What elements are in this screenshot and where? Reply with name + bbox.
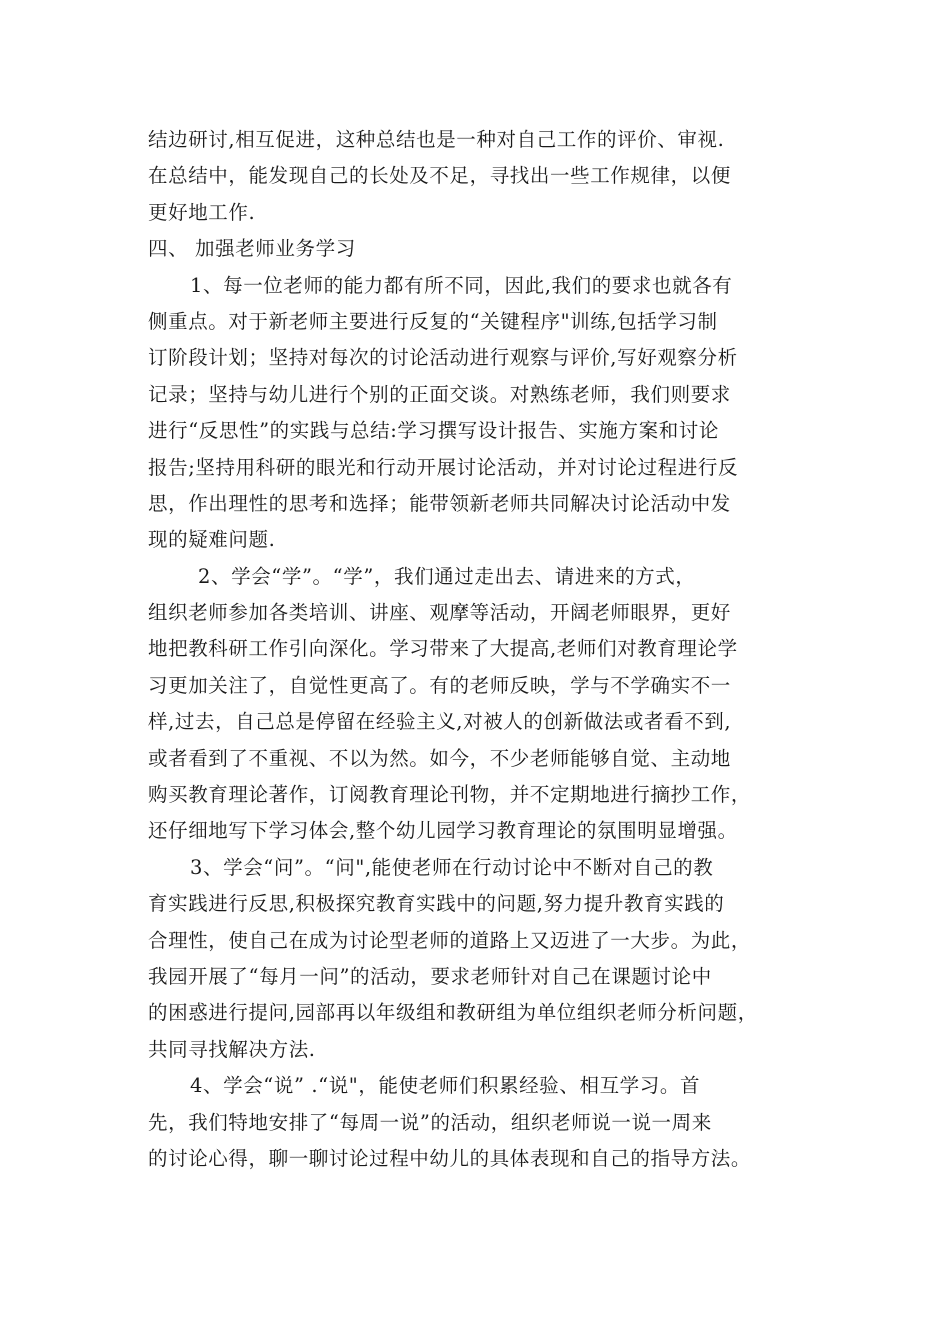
text-line: 组织老师参加各类培训、讲座、观摩等活动，开阔老师眼界，更好 [148,601,731,625]
text-line: 先，我们特地安排了“每周一说”的活动，组织老师说一说一周来 [148,1110,712,1134]
text-line: 共同寻找解决方法. [148,1037,316,1061]
text-line: 4、学会“说” .“说"，能使老师们积累经验、相互学习。首 [190,1074,701,1098]
text-line: 进行“反思性”的实践与总结:学习撰写设计报告、实施方案和讨论 [148,419,720,443]
text-line: 报告;坚持用科研的眼光和行动开展讨论活动，并对讨论过程进行反 [148,455,739,479]
text-line: 习更加关注了，自觉性更高了。有的老师反映，学与不学确实不一 [148,673,731,697]
text-line: 记录；坚持与幼儿进行个别的正面交谈。对熟练老师，我们则要求 [148,382,731,406]
section-heading: 四、 加强老师业务学习 [148,237,356,261]
text-line: 在总结中，能发现自己的长处及不足，寻找出一些工作规律，以便 [148,164,731,188]
text-line: 我园开展了“每月一问”的活动，要求老师针对自己在课题讨论中 [148,964,712,988]
text-line: 育实践进行反思,积极探究教育实践中的问题,努力提升教育实践的 [148,892,725,916]
text-line: 的困惑进行提问,园部再以年级组和教研组为单位组织老师分析问题， [148,1001,758,1025]
text-line: 更好地工作. [148,200,256,224]
text-line: 地把教科研工作引向深化。学习带来了大提高,老师们对教育理论学 [148,637,738,661]
text-line: 思，作出理性的思考和选择；能带领新老师共同解决讨论活动中发 [148,491,731,515]
text-line: 3、学会“问”。“问",能使老师在行动讨论中不断对自己的教 [190,855,714,879]
text-line: 的讨论心得，聊一聊讨论过程中幼儿的具体表现和自己的指导方法。 [148,1146,752,1170]
text-line: 订阶段计划；坚持对每次的讨论活动进行观察与评价,写好观察分析 [148,346,738,370]
text-line: 1、每一位老师的能力都有所不同，因此,我们的要求也就各有 [190,273,733,297]
text-line: 2、学会“学”。“学”，我们通过走出去、请进来的方式， [198,564,696,588]
text-line: 现的疑难问题. [148,528,276,552]
text-line: 购买教育理论著作，订阅教育理论刊物，并不定期地进行摘抄工作， [148,783,752,807]
text-line: 结边研讨,相互促进，这种总结也是一种对自己工作的评价、审视. [148,128,725,151]
document-body [148,122,828,1177]
text-line: 还仔细地写下学习体会,整个幼儿园学习教育理论的氛围明显增强。 [148,819,738,843]
text-line: 或者看到了不重视、不以为然。如今，不少老师能够自觉、主动地 [148,746,731,770]
text-line: 样,过去，自己总是停留在经验主义,对被人的创新做法或者看不到, [148,710,732,734]
text-line: 合理性，使自己在成为讨论型老师的道路上又迈进了一大步。为此， [148,928,752,952]
text-line: 侧重点。对于新老师主要进行反复的“关键程序"训练,包括学习制 [148,309,718,333]
